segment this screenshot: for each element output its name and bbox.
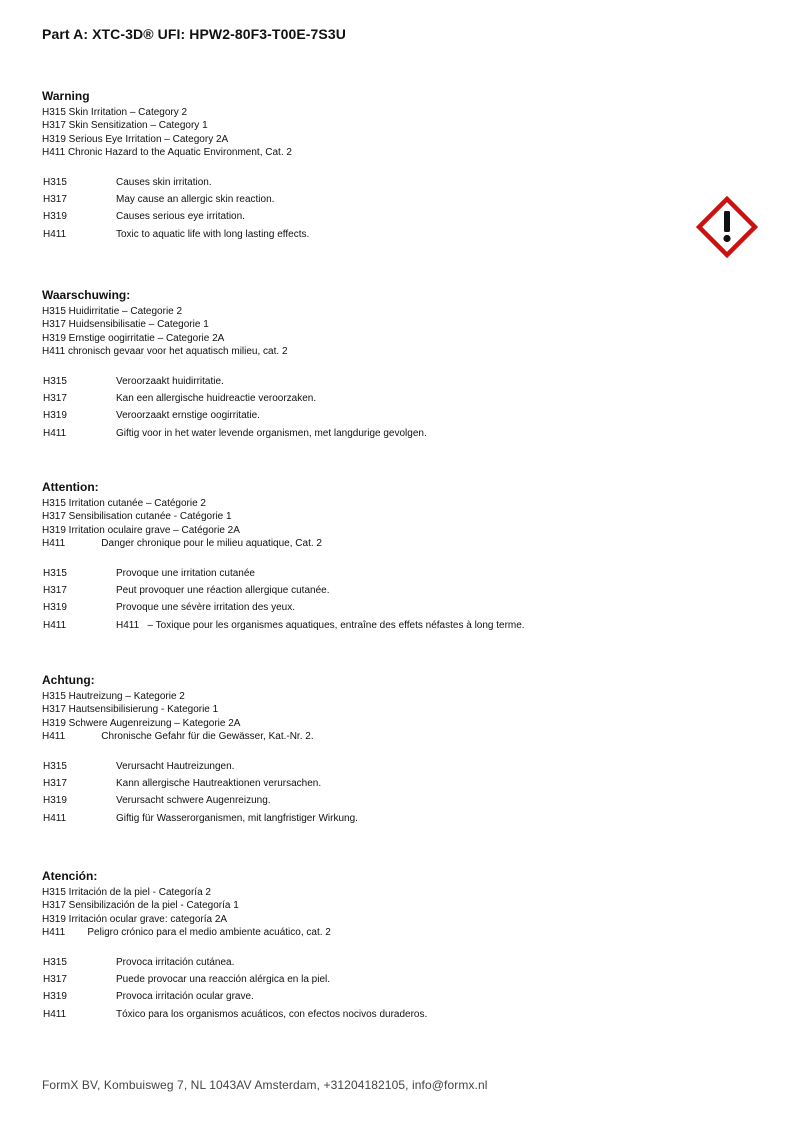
exclamation-bar	[724, 211, 730, 232]
hazard-code: H319	[43, 410, 67, 422]
classification-line: H411 Chronic Hazard to the Aquatic Environment, Cat. 2	[42, 147, 292, 159]
section-heading: Waarschuwing:	[42, 288, 131, 302]
hazard-statement-row	[42, 599, 682, 616]
hazard-text: Provoque une irritation cutanée	[116, 567, 255, 579]
hazard-statement-row	[42, 174, 682, 191]
hazard-code: H319	[43, 602, 67, 614]
classification-line: H315 Huidirritatie – Categorie 2	[42, 306, 183, 317]
hazard-text: Giftig für Wasserorganismen, mit langfristiger Wirkung.	[116, 812, 358, 824]
hazard-code: H315	[43, 956, 67, 968]
classification-line: H319 Serious Eye Irritation – Category 2A	[42, 133, 229, 145]
hazard-code: H315	[43, 567, 67, 579]
hazard-text: Causes serious eye irritation.	[116, 211, 245, 223]
hazard-text: Toxic to aquatic life with long lasting effects.	[116, 228, 310, 240]
classification-line: H411 Danger chronique pour le milieu aquatique, Cat. 2	[42, 538, 322, 550]
hazard-text: Causes skin irritation.	[116, 176, 212, 188]
hazard-text: Verursacht Hautreizungen.	[116, 760, 235, 772]
hazard-statement-row	[42, 810, 682, 827]
section-german	[42, 672, 682, 827]
hazard-code: H315	[43, 760, 67, 772]
hazard-statement-row	[42, 407, 682, 424]
hazard-statement-row	[42, 565, 682, 582]
classification-line: H317 Huidsensibilisatie – Categorie 1	[42, 319, 209, 331]
hazard-code: H319	[43, 795, 67, 807]
section-heading: Warning	[42, 89, 90, 103]
hazard-code: H411	[43, 1008, 67, 1020]
hazard-code: H317	[43, 777, 67, 789]
section-spanish	[42, 868, 682, 1023]
hazard-text: Provoque une sévère irritation des yeux.	[116, 602, 295, 614]
company-footer: FormX BV, Kombuisweg 7, NL 1043AV Amsterdam, +31204182105, info@formx.nl	[42, 1078, 488, 1092]
hazard-statement-row	[42, 775, 682, 792]
classification-line: H411 Chronische Gefahr für die Gewässer, Kat.-Nr. 2.	[42, 731, 314, 743]
hazard-code: H411	[43, 812, 67, 824]
classification-line: H315 Hautreizung – Kategorie 2	[42, 691, 185, 702]
hazard-statement-row	[42, 373, 682, 390]
hazard-statement-row	[42, 971, 682, 988]
hazard-statement-row	[42, 191, 682, 208]
hazard-code: H411	[43, 427, 67, 439]
hazard-text: Veroorzaakt ernstige oogirritatie.	[116, 410, 260, 422]
hazard-code: H315	[43, 176, 67, 188]
section-english	[42, 88, 682, 243]
hazard-statement-row	[42, 758, 682, 775]
classification-line: H411 chronisch gevaar voor het aquatisch milieu, cat. 2	[42, 346, 288, 358]
page-title: Part A: XTC-3D® UFI: HPW2-80F3-T00E-7S3U	[42, 26, 346, 42]
hazard-text: Puede provocar una reacción alérgica en la piel.	[116, 973, 331, 985]
section-heading: Achtung:	[42, 673, 95, 687]
hazard-code: H319	[43, 211, 67, 223]
section-dutch	[42, 287, 682, 442]
classification-line: H315 Skin Irritation – Category 2	[42, 107, 188, 118]
classification-line: H317 Hautsensibilisierung - Kategorie 1	[42, 704, 219, 716]
hazard-text: H411 – Toxique pour les organismes aquatiques, entraîne des effets néfastes à long terme.	[116, 619, 525, 631]
hazard-code: H317	[43, 584, 67, 596]
hazard-statement-row	[42, 988, 682, 1005]
hazard-text: Provoca irritación cutánea.	[116, 956, 235, 968]
classification-line: H315 Irritation cutanée – Catégorie 2	[42, 498, 206, 509]
hazard-code: H317	[43, 392, 67, 404]
hazard-statements	[42, 174, 682, 244]
classification-list	[42, 690, 682, 744]
hazard-text: Peut provoquer une réaction allergique cutanée.	[116, 584, 330, 596]
classification-line: H317 Skin Sensitization – Category 1	[42, 120, 208, 132]
classification-list	[42, 305, 682, 359]
hazard-statements	[42, 954, 682, 1024]
section-french	[42, 479, 682, 634]
hazard-text: Veroorzaakt huidirritatie.	[116, 375, 224, 387]
hazard-code: H411	[43, 228, 67, 240]
hazard-text: May cause an allergic skin reaction.	[116, 193, 275, 205]
hazard-text: Tóxico para los organismos acuáticos, con efectos nocivos duraderos.	[116, 1008, 428, 1020]
hazard-text: Kan een allergische huidreactie veroorzaken.	[116, 392, 317, 404]
hazard-statement-row	[42, 1006, 682, 1023]
classification-line: H317 Sensibilisation cutanée - Catégorie 1	[42, 511, 232, 523]
hazard-code: H319	[43, 991, 67, 1003]
classification-line: H319 Ernstige oogirritatie – Categorie 2A	[42, 332, 225, 344]
classification-line: H317 Sensibilización de la piel - Categoría 1	[42, 900, 239, 912]
hazard-statement-row	[42, 226, 682, 243]
hazard-code: H317	[43, 973, 67, 985]
hazard-statement-row	[42, 208, 682, 225]
hazard-text: Provoca irritación ocular grave.	[116, 991, 254, 1003]
hazard-statements	[42, 373, 682, 443]
classification-list	[42, 886, 682, 940]
classification-list	[42, 106, 682, 160]
hazard-code: H411	[43, 619, 67, 631]
hazard-text: Kann allergische Hautreaktionen verursachen.	[116, 777, 322, 789]
hazard-code: H315	[43, 375, 67, 387]
hazard-statement-row	[42, 425, 682, 442]
classification-line: H319 Irritación ocular grave: categoría 2A	[42, 913, 228, 925]
exclamation-dot	[723, 235, 730, 242]
hazard-statement-row	[42, 954, 682, 971]
hazard-statements	[42, 565, 682, 635]
section-heading: Atención:	[42, 869, 98, 883]
hazard-statement-row	[42, 582, 682, 599]
section-heading: Attention:	[42, 480, 99, 494]
exclamation-mark-hazard-icon	[696, 196, 758, 258]
hazard-statement-row	[42, 390, 682, 407]
hazard-statement-row	[42, 792, 682, 809]
hazard-code: H317	[43, 193, 67, 205]
hazard-text: Giftig voor in het water levende organismen, met langdurige gevolgen.	[116, 427, 427, 439]
classification-line: H319 Irritation oculaire grave – Catégorie 2A	[42, 524, 240, 536]
hazard-statements	[42, 758, 682, 828]
classification-line: H319 Schwere Augenreizung – Kategorie 2A	[42, 717, 241, 729]
classification-list	[42, 497, 682, 551]
hazard-statement-row	[42, 617, 682, 634]
classification-line: H411 Peligro crónico para el medio ambiente acuático, cat. 2	[42, 927, 331, 939]
hazard-text: Verursacht schwere Augenreizung.	[116, 795, 271, 807]
classification-line: H315 Irritación de la piel - Categoría 2	[42, 887, 211, 898]
